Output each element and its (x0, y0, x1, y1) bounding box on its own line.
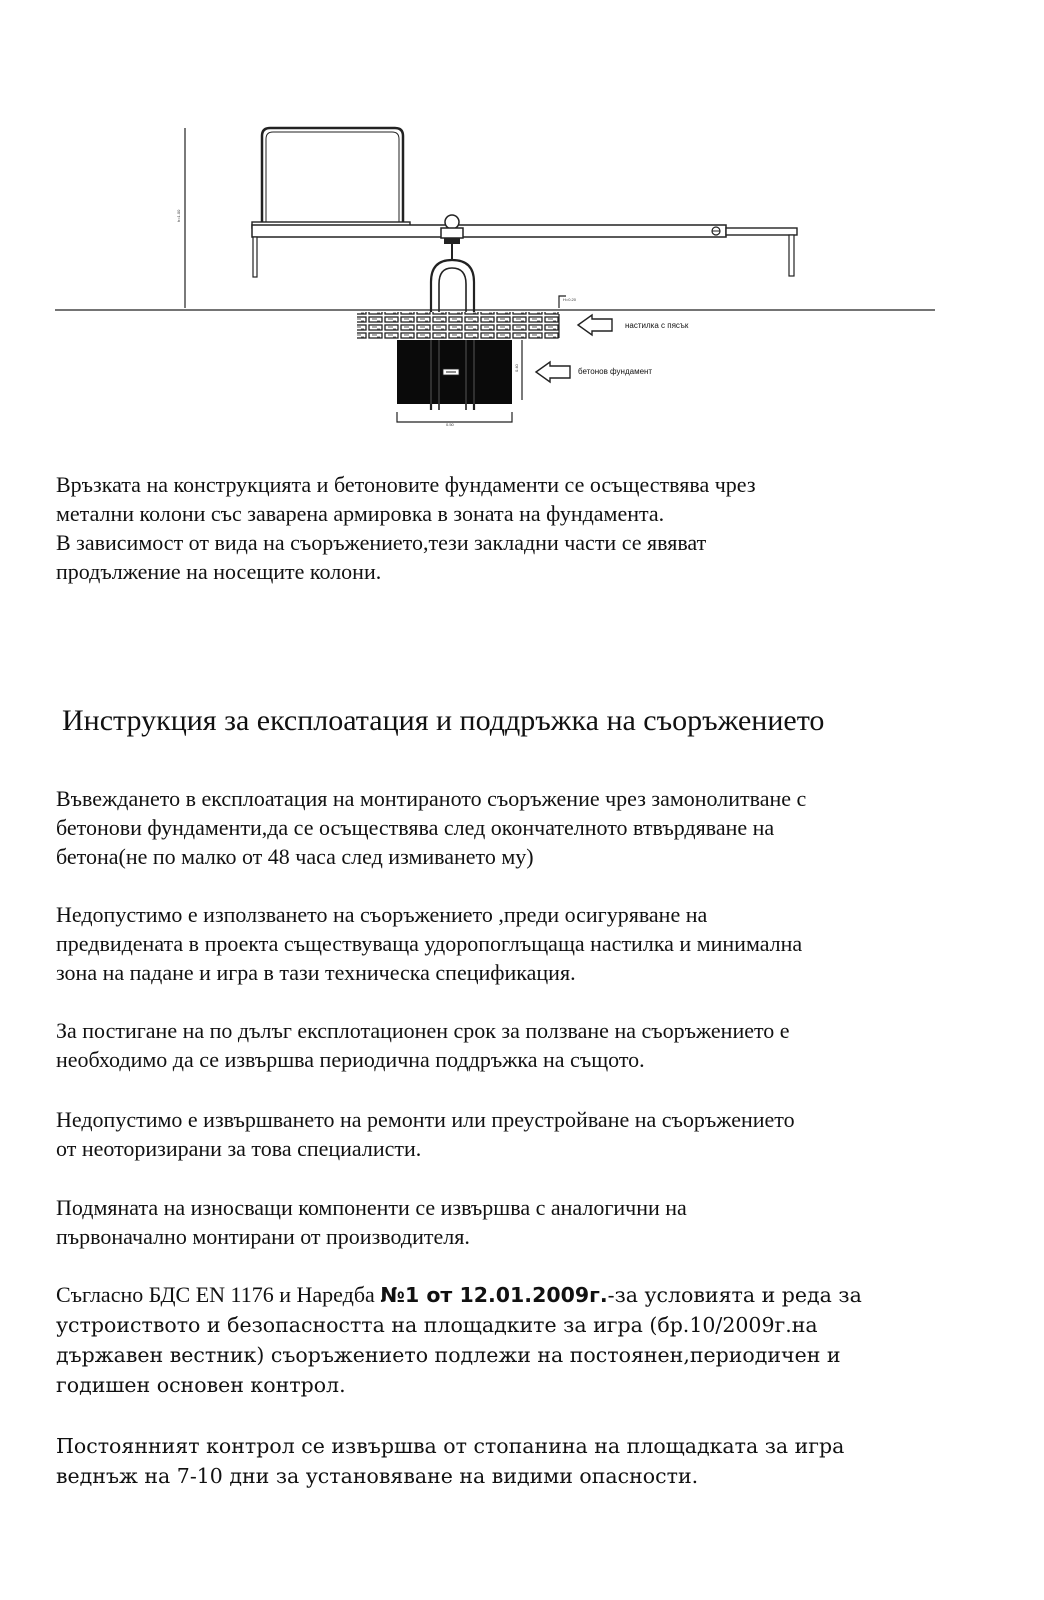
paragraph-line: бетона(не по малко от 48 часа след измиването му) (56, 844, 534, 869)
paragraph-line: първоначално монтирани от производителя. (56, 1224, 470, 1249)
maintenance-paragraph (56, 1016, 956, 1074)
standard-suffix: -за условията и реда за (607, 1283, 862, 1307)
paragraph-line: Недопустимо е извършването на ремонти или преустройване на съоръжението (56, 1107, 795, 1132)
seesaw-right-leg (789, 235, 794, 276)
svg-text:Н=0.20: Н=0.20 (563, 297, 577, 302)
paragraph-line: Въвеждането в експлоатация на монтираното съоръжение чрез замонолитване с (56, 786, 807, 811)
intro-paragraph (56, 470, 956, 586)
standard-prefix: Съгласно БДС EN 1176 и Наредба (56, 1282, 381, 1307)
control-paragraph (56, 1431, 956, 1491)
paragraph-line: За постигане на по дълъг експлотационен срок за ползване на съоръжението е (56, 1018, 790, 1043)
section-heading: Инструкция за експлоатация и поддръжка на съоръжението (62, 704, 825, 737)
paragraph-line: зона на падане и игра в тази техническа спецификация. (56, 960, 576, 985)
paragraph-line: бетонови фундаменти,да се осъществява след окончателното втвърдяване на (56, 815, 775, 840)
arrow-pavement-icon (578, 315, 612, 335)
paragraph-line: веднъж на 7-10 дни за установяване на видими опасности. (56, 1464, 699, 1488)
seesaw-beam (252, 225, 726, 237)
svg-text:h=1.00: h=1.00 (176, 209, 181, 222)
pavement-label: настилка с пясък (625, 321, 689, 330)
seesaw-foundation-drawing (0, 100, 1044, 460)
paragraph-line: държавен вестник) съоръжението подлежи на постоянен,периодичен и (56, 1343, 841, 1367)
usage-restriction-paragraph (56, 900, 956, 987)
svg-text:0.50: 0.50 (446, 422, 454, 427)
intro-line: Връзката на конструкцията и бетоновите фундаменти се осъществява чрез (56, 472, 756, 497)
replacement-paragraph (56, 1193, 956, 1251)
seesaw-handle (262, 128, 403, 222)
arrow-foundation-icon (536, 362, 570, 382)
regulation-reference: №1 от 12.01.2009г. (380, 1283, 608, 1307)
intro-line: В зависимост от вида на съоръжението,тези закладни части се явяват (56, 530, 707, 555)
foundation-label: бетонов фундамент (578, 367, 653, 376)
paragraph-line: Подмяната на износващи компоненти се извършва с аналогични на (56, 1195, 687, 1220)
standard-paragraph (56, 1280, 956, 1400)
paragraph-line: годишен основен контрол. (56, 1373, 346, 1397)
paragraph-line: Постоянният контрол се извършва от стопанина на площадката за игра (56, 1434, 845, 1458)
paragraph-line: устроиството и безопасността на площадките за игра (бр.10/2009г.на (56, 1313, 818, 1337)
paragraph-line (56, 1280, 956, 1310)
svg-text:0.40: 0.40 (514, 364, 519, 372)
intro-line: продължение на носещите колони. (56, 559, 382, 584)
sand-pavement-layer (357, 312, 560, 340)
seesaw-left-leg (253, 237, 257, 277)
paragraph-line: необходимо да се извършва периодична поддръжка на същото. (56, 1047, 645, 1072)
paragraph-line: от неоторизирани за това специалисти. (56, 1136, 422, 1161)
repairs-paragraph (56, 1105, 956, 1163)
paragraph-line: предвидената в проекта съществуваща удоропоглъщаща настилка и минимална (56, 931, 803, 956)
intro-line: метални колони със заварена армировка в зоната на фундамента. (56, 501, 665, 526)
commissioning-paragraph (56, 784, 956, 871)
paragraph-line: Недопустимо е използването на съоръжението ,преди осигуряване на (56, 902, 708, 927)
